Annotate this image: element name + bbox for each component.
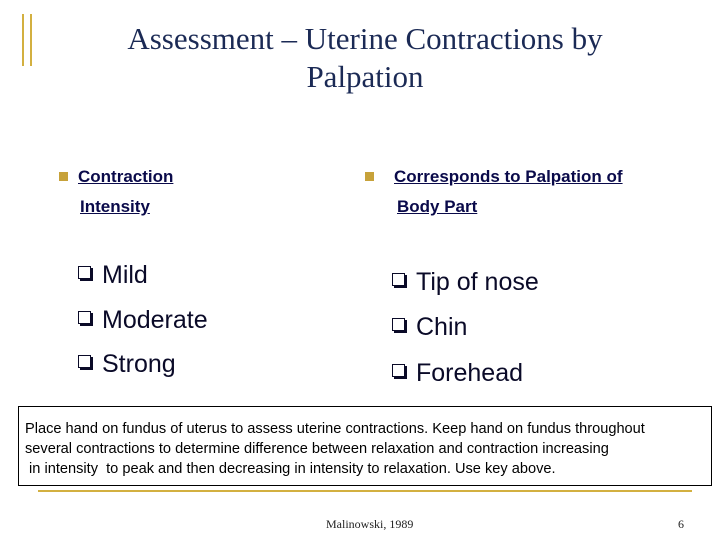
right-list-item [392, 357, 523, 389]
checkbox-bullet-icon [78, 311, 91, 324]
title-accent-bar-right [30, 14, 32, 66]
left-list-item [78, 259, 148, 291]
checkbox-bullet-icon [392, 273, 405, 286]
footer-divider [38, 490, 692, 492]
left-heading-bullet-icon [59, 172, 68, 181]
right-item-tip-of-nose: Tip of nose [416, 268, 539, 296]
left-list-item [78, 304, 208, 336]
title-accent-bar-left [22, 14, 24, 66]
note-line2: several contractions to determine difference between relaxation and contraction increasing [25, 441, 609, 457]
note-line3: in intensity to peak and then decreasing in intensity to relaxation. Use key above. [25, 461, 556, 477]
checkbox-bullet-icon [78, 355, 91, 368]
slide-title-line1: Assessment – Uterine Contractions by [127, 21, 603, 56]
checkbox-bullet-icon [392, 364, 405, 377]
right-item-forehead: Forehead [416, 359, 524, 387]
instruction-note-box [18, 406, 712, 486]
checkbox-bullet-icon [78, 266, 91, 279]
left-column-heading [78, 162, 173, 222]
right-list-item [392, 266, 539, 298]
right-heading-bullet-icon [365, 172, 374, 181]
right-item-chin: Chin [416, 313, 468, 341]
left-item-mild: Mild [102, 261, 148, 289]
page-number: 6 [678, 517, 684, 531]
left-heading-line1: Contraction [78, 167, 174, 186]
right-list-item [392, 311, 467, 343]
left-item-strong: Strong [102, 350, 176, 378]
right-heading-line2: Body Part [397, 197, 478, 216]
footer-citation: Malinowski, 1989 [326, 517, 414, 531]
left-item-moderate: Moderate [102, 306, 208, 334]
left-list-item [78, 348, 176, 380]
note-line1: Place hand on fundus of uterus to assess uterine contractions. Keep hand on fundus throughout [25, 421, 645, 437]
left-heading-line2: Intensity [80, 197, 150, 216]
checkbox-bullet-icon [392, 318, 405, 331]
right-column-heading [394, 162, 651, 222]
slide-title [60, 20, 670, 96]
slide-title-line2: Palpation [306, 59, 424, 94]
right-heading-line1: Corresponds to Palpation of [394, 167, 623, 186]
